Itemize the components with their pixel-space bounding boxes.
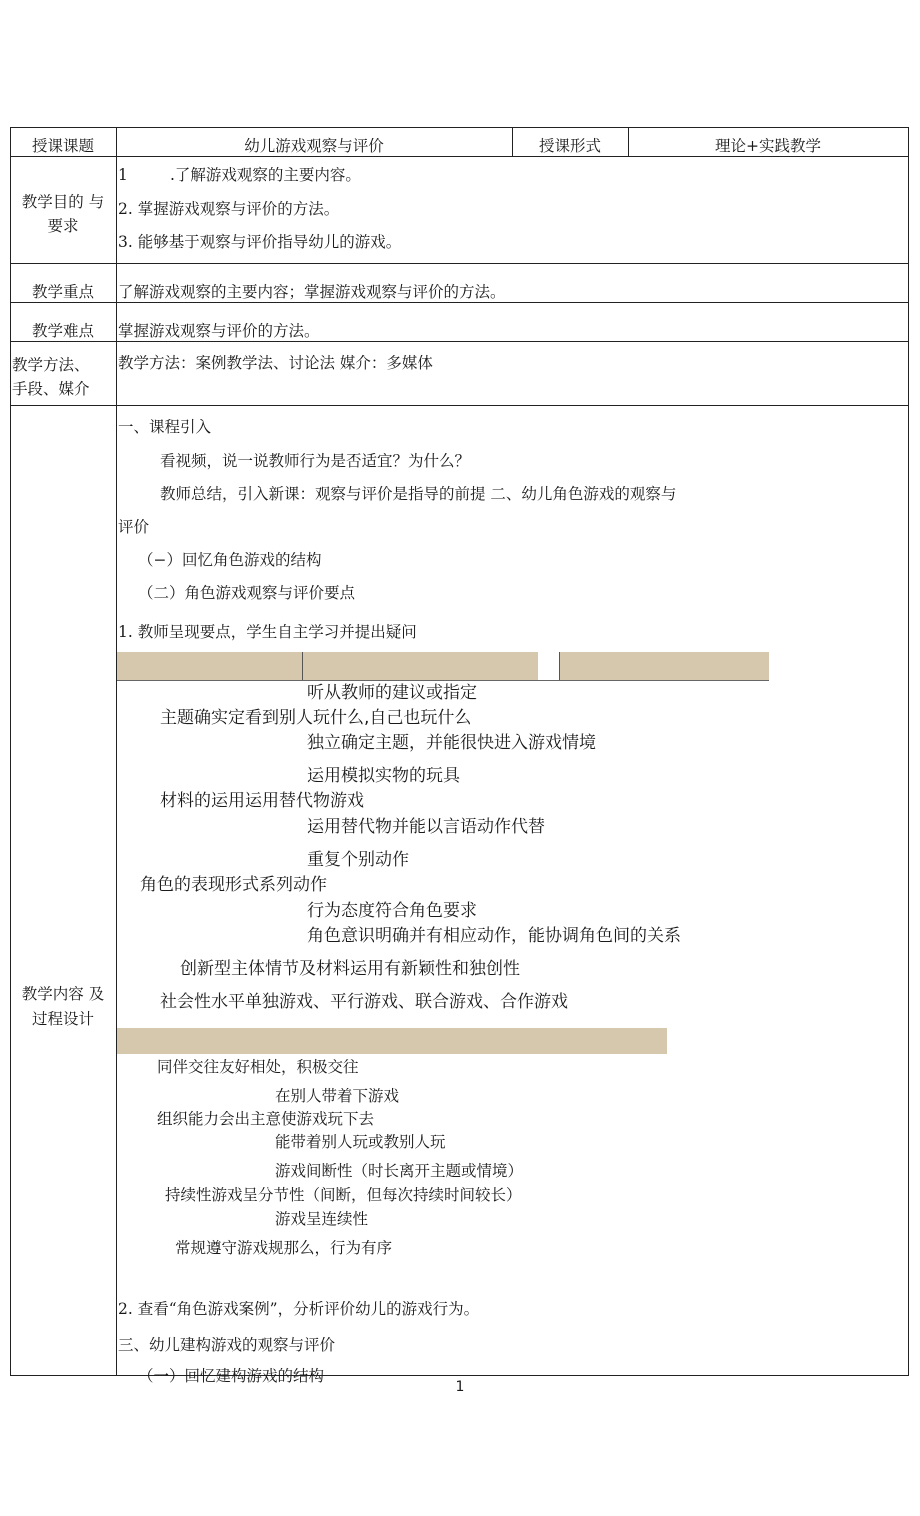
table2-row: 持续性游戏呈分节性（间断，但每次持续时间较长）	[165, 1186, 522, 1204]
table2-header-bar	[117, 1028, 667, 1054]
table1-header-divider	[559, 652, 560, 680]
goals-label	[10, 190, 116, 238]
teaching-form: 理论+实践教学	[715, 137, 821, 155]
table2-row: 组织能力会出主意使游戏玩下去	[157, 1110, 375, 1128]
goals-label-line1: 教学目的 与	[21, 193, 105, 211]
table1-row: 主题确实定看到别人玩什么,自己也玩什么	[160, 708, 472, 728]
table2-row: 能带着别人玩或教别人玩	[275, 1133, 446, 1151]
content-label	[10, 982, 116, 1032]
row-divider	[10, 341, 909, 342]
methods-text: 教学方法：案例教学法、讨论法 媒介：多媒体	[118, 354, 433, 372]
goals-label-line2: 要求	[47, 217, 79, 235]
table1-row: 重复个别动作	[307, 850, 409, 870]
content-label-line1: 教学内容 及	[21, 985, 105, 1003]
table1-header-gap	[538, 652, 559, 680]
page-number: 1	[455, 1379, 465, 1395]
table1-header-bar	[117, 652, 769, 680]
table1-header-divider	[302, 652, 303, 680]
row-divider	[10, 405, 909, 406]
methods-label-line2: 手段、媒介	[12, 380, 90, 398]
subheading-key-points: （二）角色游戏观察与评价要点	[138, 584, 356, 602]
goal-item-1: .了解游戏观察的主要内容。	[170, 166, 361, 184]
teaching-form-label: 授课形式	[538, 137, 601, 155]
table1-row: 角色意识明确并有相应动作，能协调角色间的关系	[307, 926, 681, 946]
table1-row: 创新型主体情节及材料运用有新颖性和独创性	[180, 959, 520, 979]
table1-header-underline	[117, 680, 769, 681]
intro-question: 看视频，说一说教师行为是否适宜？为什么？	[160, 452, 471, 470]
table1-row: 角色的表现形式系列动作	[140, 875, 327, 895]
step-1: 1. 教师呈现要点，学生自主学习并提出疑问	[118, 623, 417, 641]
table2-row: 同伴交往友好相处，积极交往	[157, 1058, 359, 1076]
subheading-structure: （−）回忆角色游戏的结构	[138, 551, 322, 569]
goal-item-2: 2. 掌握游戏观察与评价的方法。	[118, 200, 340, 218]
table-border-right	[908, 127, 909, 1376]
teacher-summary: 教师总结，引入新课：观察与评价是指导的前提 二、幼儿角色游戏的观察与	[160, 485, 677, 503]
table1-row: 社会性水平单独游戏、平行游戏、联合游戏、合作游戏	[160, 992, 568, 1012]
course-topic-label: 授课课题	[31, 137, 94, 155]
methods-label	[12, 353, 90, 401]
difficulties-text: 掌握游戏观察与评价的方法。	[118, 322, 320, 340]
table1-row: 运用模拟实物的玩具	[307, 766, 460, 786]
intro-heading: 一、课程引入	[118, 418, 212, 436]
table1-row: 运用替代物并能以言语动作代替	[307, 817, 545, 837]
methods-label-line1: 教学方法、	[12, 356, 90, 374]
table1-row: 听从教师的建议或指定	[307, 683, 477, 703]
row-divider	[10, 156, 909, 157]
row-divider	[10, 302, 909, 303]
step-2: 2. 查看“角色游戏案例”，分析评价幼儿的游戏行为。	[118, 1300, 480, 1318]
course-topic: 幼儿游戏观察与评价	[244, 137, 384, 155]
goal-item-3: 3. 能够基于观察与评价指导幼儿的游戏。	[118, 233, 402, 251]
table2-row: 游戏间断性（时长离开主题或情境）	[275, 1162, 524, 1180]
table2-row: 在别人带着下游戏	[275, 1087, 400, 1105]
table2-row: 游戏呈连续性	[275, 1210, 369, 1228]
difficulties-label: 教学难点	[31, 322, 94, 340]
section-3-sub-clipped	[117, 1366, 767, 1385]
row-divider	[10, 263, 909, 264]
table1-row: 材料的运用运用替代物游戏	[160, 791, 364, 811]
section-3-sub-1: （一）回忆建构游戏的结构	[138, 1367, 325, 1385]
key-points-label: 教学重点	[31, 283, 94, 301]
goal-item-number: 1	[118, 166, 128, 184]
table-border-left	[10, 127, 11, 1376]
table-border-top	[10, 127, 909, 128]
section-3-heading: 三、幼儿建构游戏的观察与评价	[118, 1336, 336, 1354]
key-points-text: 了解游戏观察的主要内容；掌握游戏观察与评价的方法。	[118, 283, 506, 301]
teacher-summary-cont: 评价	[118, 518, 150, 536]
table2-row: 常规遵守游戏规那么，行为有序	[175, 1239, 393, 1257]
content-label-line2: 过程设计	[31, 1010, 94, 1028]
column-divider	[116, 127, 117, 1376]
table1-row: 独立确定主题，并能很快进入游戏情境	[307, 733, 596, 753]
table1-row: 行为态度符合角色要求	[307, 901, 477, 921]
